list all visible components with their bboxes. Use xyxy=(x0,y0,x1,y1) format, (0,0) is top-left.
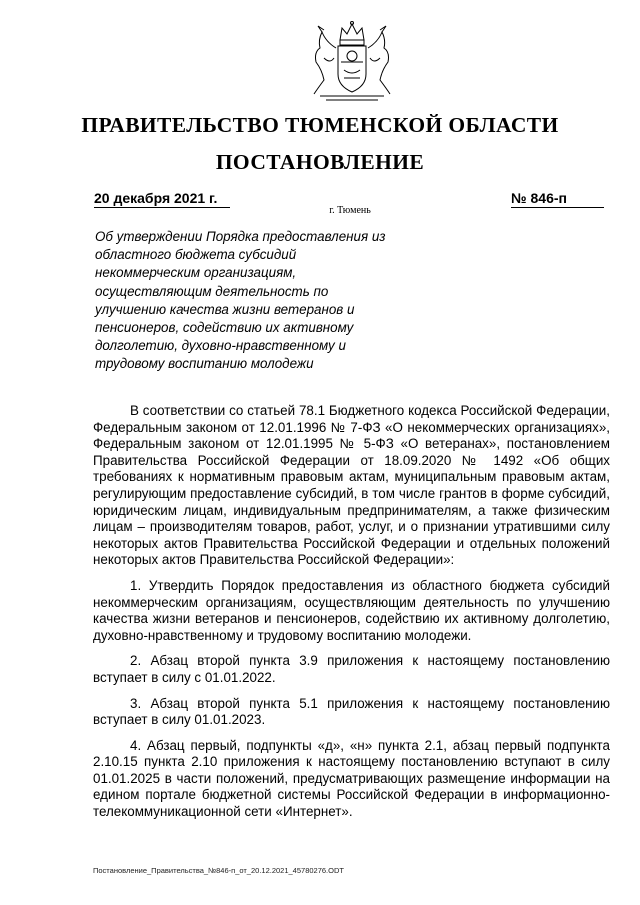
document-date: 20 декабря 2021 г. xyxy=(94,190,230,208)
organization-title: ПРАВИТЕЛЬСТВО ТЮМЕНСКОЙ ОБЛАСТИ xyxy=(81,113,559,137)
document-city: г. Тюмень xyxy=(329,205,371,216)
clause-2-paragraph: 2. Абзац второй пункта 3.9 приложения к настоящему постановлению вступает в силу с 01.01.2022. xyxy=(93,653,610,685)
preamble-paragraph: В соответствии со статьей 78.1 Бюджетного кодекса Российской Федерации, Федеральным законом от 12.01.1996 № 7-ФЗ «О некоммерческих организациях», Федеральным законом от 12.01.1995 № 5-ФЗ «О ветеранах», постановлением Правительства Российской Федерации от 18.09.2020 № 1492 «Об общих требованиях к нормативным правовым актам, муниципальным правовым актам, регулирующим предоставление субсидий, в том числе грантов в форме субсидий, юридическим лицам, индивидуальным предпринимателям, а также физическим лицам – производителям товаров, работ, услуг, и о признании утратившими силу некоторых актов Правительства Российской Федерации и отдельных положений некоторых актов Правительства Российской Федерации»: xyxy=(93,403,610,568)
document-type: ПОСТАНОВЛЕНИЕ xyxy=(215,150,425,174)
clause-1-paragraph: 1. Утвердить Порядок предоставления из областного бюджета субсидий некоммерческим организациям, осуществляющим деятельность по улучшению качества жизни ветеранов и пенсионеров, содействию их активному долголетию, духовно-нравственному и трудовому воспитанию молодежи. xyxy=(93,577,610,643)
document-number: № 846-п xyxy=(511,190,604,208)
coat-of-arms-icon xyxy=(304,18,400,104)
document-body xyxy=(93,403,610,830)
clause-4-paragraph: 4. Абзац первый, подпункты «д», «н» пункта 2.1, абзац первый подпункта 2.10.15 пункта 2.10 приложения к настоящему постановлению вступают в силу 01.01.2025 в части положений, предусматривающих размещение информации на едином портале бюджетной системы Российской Федерации в информационно-телекоммуникационной сети «Интернет». xyxy=(93,737,610,820)
document-subject: Об утверждении Порядка предоставления из областного бюджета субсидий некоммерческим организациям, осуществляющим деятельность по улучшению качества жизни ветеранов и пенсионеров, содействию их активному долголетию, духовно-нравственному и трудовому воспитанию молодежи xyxy=(95,229,386,372)
clause-3-paragraph: 3. Абзац второй пункта 5.1 приложения к настоящему постановлению вступает в силу 01.01.2023. xyxy=(93,695,610,728)
file-name-footer: Постановление_Правительства_№846-п_от_20.12.2021_45780276.ODT xyxy=(93,866,344,875)
